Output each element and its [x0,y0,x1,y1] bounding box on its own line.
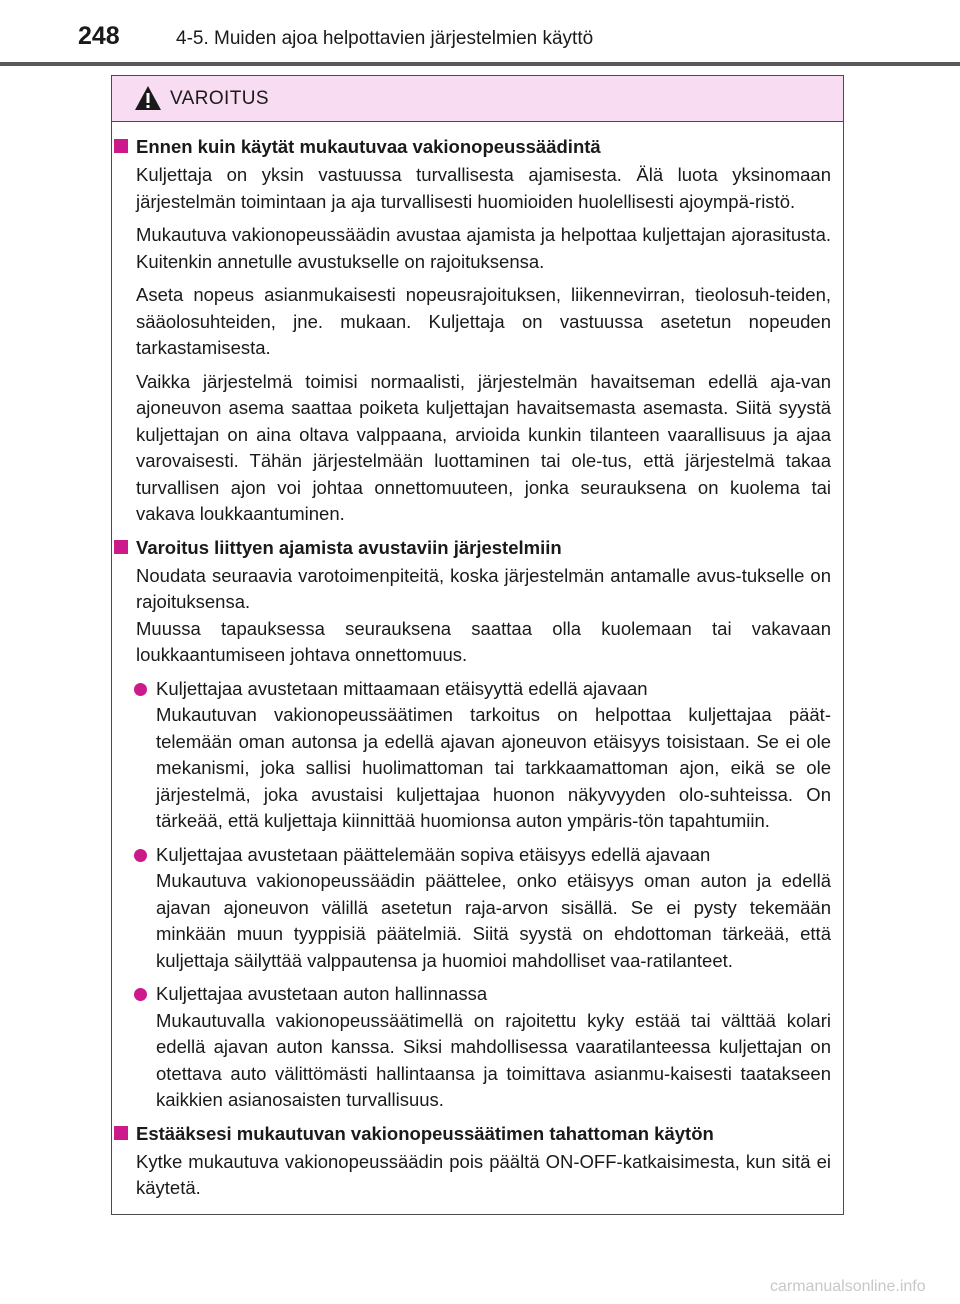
paragraph: Aseta nopeus asianmukaisesti nopeusrajoituksen, liikennevirran, tieolosuh-teiden, sääolosuhteiden, jne. mukaan. Kuljettaja on vastuussa asetetun nopeuden tarkastamisesta. [136,284,831,358]
section-heading-text: Varoitus liittyen ajamista avustaviin järjestelmiin [136,536,562,558]
paragraph: Mukautuva vakionopeussäädin avustaa ajamista ja helpottaa kuljettajan ajorasitusta. Kuitenkin annetulle avustukselle on rajoituksensa. [136,224,831,272]
square-bullet-icon [114,139,128,153]
bullet-text: Mukautuvalla vakionopeussäätimellä on rajoitettu kyky estää tai välttää kolari edellä ajavan auton kanssa. Siksi mahdollisessa vaaratilanteessa kuljettajan on otettava auto välittömästi hallintaansa ja toimittava asianmu-kaisesti taatakseen kaikkien asianosaisten turvallisuus. [156,1009,831,1110]
page-header [0,0,960,66]
bullet-title: Kuljettajaa avustetaan päättelemään sopiva etäisyys edellä ajavaan [156,843,711,865]
section-heading [112,134,845,160]
paragraph: Muussa tapauksessa seurauksena saattaa olla kuolemaan tai vakavaan loukkaantumiseen johtava onnettomuus. [136,617,831,665]
section-heading [112,535,845,561]
warning-header [112,76,843,122]
bullet-item [136,981,831,1114]
square-bullet-icon [114,1126,128,1140]
paragraph: Kuljettaja on yksin vastuussa turvallisesta ajamisesta. Älä luota yksinomaan järjestelmän toimintaan ja aja turvallisesti huomioiden huolellisesti ajoympä-ristö. [136,164,831,212]
bullet-text: Mukautuvan vakionopeussäätimen tarkoitus on helpottaa kuljettajaa päät-telemään oman autonsa ja edellä ajavan ajoneuvon etäisyys toisistaan. Se ei ole mekanismi, joka sallisi huolimattoman tai tarkkaamattoman ajon, eikä se ole järjestelmä, joka avustaisi kuljettajaa huonon näkyvyyden olo-suhteissa. On tärkeää, että kuljettaja kiinnittää huomionsa auton ympäris-tön tapahtumiin. [156,704,831,831]
warning-triangle-icon [134,85,162,111]
circle-bullet-icon [134,683,147,696]
bullet-item [136,676,831,835]
paragraph: Vaikka järjestelmä toimisi normaalisti, järjestelmän havaitseman edellä aja-van ajoneuvon asema saattaa poiketa kuljettajan havaitsemasta asemasta. Siitä syystä kuljettajan on aina oltava valppaana, arvioida kunkin tilanteen vaarallisuus ja ajaa varovaisesti. Tähän järjestelmään luottaminen tai ole-tus, että järjestelmä takaa turvallisen ajon voi johtaa onnettomuuteen, jonka seurauksena on kuolema tai vakava loukkaantuminen. [136,370,831,524]
square-bullet-icon [114,540,128,554]
bullet-text: Mukautuva vakionopeussäädin päättelee, onko etäisyys oman auton ja edellä ajavan ajoneuvon välillä asetetun raja-arvon sisällä. Se ei pysty tekemään minkään muun tyyppisiä päätelmiä. Siitä syystä on ehdottoman tärkeää, että kuljettaja säilyttää valppautensa ja huomioi mahdolliset vaa-ratilanteet. [156,870,831,971]
bullet-title: Kuljettajaa avustetaan mittaamaan etäisyyttä edellä ajavaan [156,677,648,699]
section-heading-text: Estääksesi mukautuvan vakionopeussäätimen tahattoman käytön [136,1122,714,1144]
circle-bullet-icon [134,849,147,862]
watermark: carmanualsonline.info [770,1278,926,1295]
paragraph: Kytke mukautuva vakionopeussäädin pois päältä ON-OFF-katkaisimesta, kun sitä ei käytetä. [136,1150,831,1198]
bullet-item [136,842,831,975]
section-heading [112,1121,845,1147]
page-number: 248 [78,22,120,50]
warning-body [112,134,845,1209]
warning-box [111,75,844,1215]
header-divider [0,62,960,66]
bullet-title: Kuljettajaa avustetaan auton hallinnassa [156,983,488,1004]
paragraph: Noudata seuraavia varotoimenpiteitä, koska järjestelmän antamalle avus-tukselle on rajoituksensa. [136,564,831,612]
section-title: 4-5. Muiden ajoa helpottavien järjestelmien käyttö [176,28,594,49]
section-heading-text: Ennen kuin käytät mukautuvaa vakionopeussäädintä [136,136,601,157]
warning-label: VAROITUS [170,88,269,109]
circle-bullet-icon [134,988,147,1001]
